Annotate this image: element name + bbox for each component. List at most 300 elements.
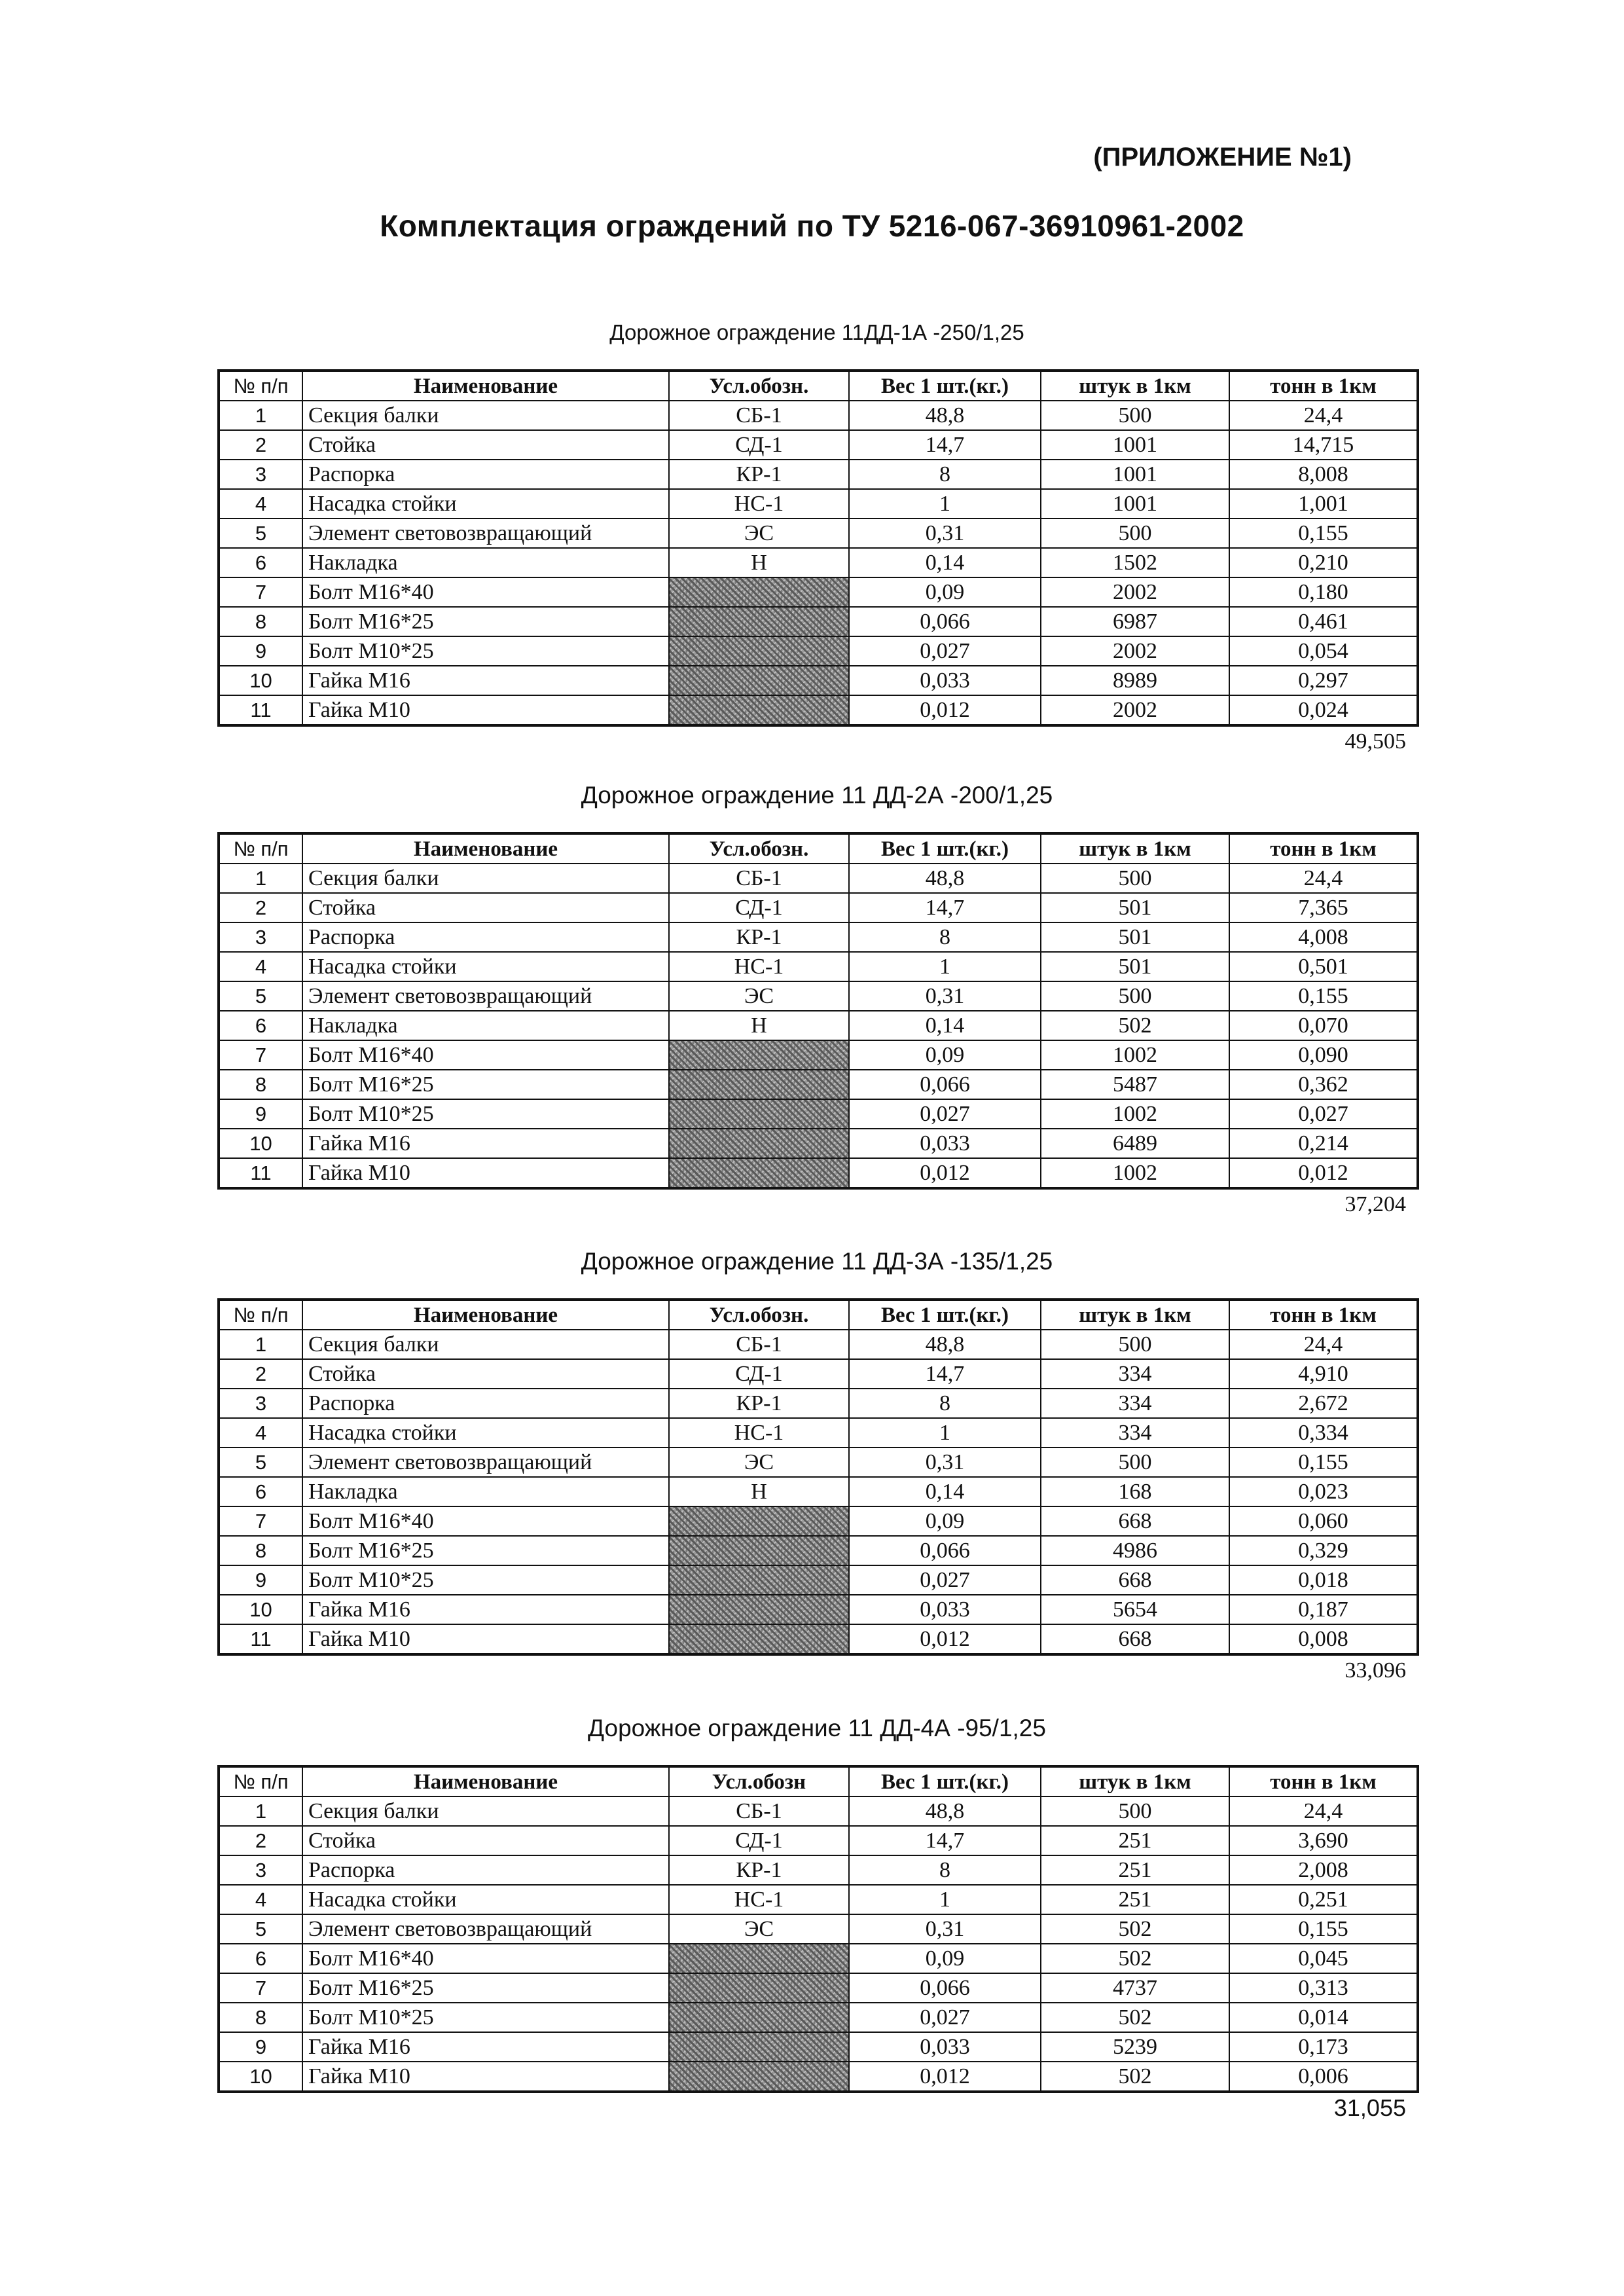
tons-per-km: 0,070: [1229, 1011, 1418, 1040]
table-row: [219, 636, 1418, 666]
row-number: 2: [219, 1826, 302, 1855]
table-row: [219, 1973, 1418, 2003]
row-number: 5: [219, 1448, 302, 1477]
item-code: КР-1: [669, 922, 849, 952]
table-body: [219, 401, 1418, 725]
row-number: 7: [219, 1506, 302, 1536]
pieces-per-km: 6987: [1041, 607, 1229, 636]
pieces-per-km: 2002: [1041, 695, 1229, 725]
redacted-code-cell: [669, 2003, 849, 2032]
redacted-code-cell: [669, 1595, 849, 1624]
row-number: 9: [219, 1099, 302, 1129]
section-total: 49,505: [1344, 729, 1406, 754]
row-number: 10: [219, 666, 302, 695]
table-row: [219, 460, 1418, 489]
table-row: [219, 695, 1418, 725]
header-tons-per-km: тонн в 1км: [1229, 833, 1418, 864]
item-code: КР-1: [669, 1855, 849, 1885]
header-tons-per-km: тонн в 1км: [1229, 371, 1418, 401]
tons-per-km: 0,012: [1229, 1158, 1418, 1188]
table-row: [219, 1070, 1418, 1099]
header-pieces-per-km: штук в 1км: [1041, 833, 1229, 864]
row-number: 5: [219, 981, 302, 1011]
table-row: [219, 1595, 1418, 1624]
tons-per-km: 0,024: [1229, 695, 1418, 725]
row-number: 9: [219, 636, 302, 666]
row-number: 11: [219, 1158, 302, 1188]
row-number: 6: [219, 548, 302, 577]
row-number: 8: [219, 607, 302, 636]
header-tons-per-km: тонн в 1км: [1229, 1300, 1418, 1330]
unit-weight: 0,09: [849, 1506, 1041, 1536]
unit-weight: 0,14: [849, 1011, 1041, 1040]
item-name: Насадка стойки: [302, 1885, 669, 1914]
table-row: [219, 893, 1418, 922]
guardrail-section-3: [217, 1242, 1416, 1686]
row-number: 1: [219, 1796, 302, 1826]
item-code: СБ-1: [669, 1796, 849, 1826]
item-name: Гайка М16: [302, 1595, 669, 1624]
spec-table: [217, 1765, 1419, 2093]
redacted-code-cell: [669, 1973, 849, 2003]
redacted-code-cell: [669, 1565, 849, 1595]
table-row: [219, 1796, 1418, 1826]
header-tons-per-km: тонн в 1км: [1229, 1766, 1418, 1796]
pieces-per-km: 5239: [1041, 2032, 1229, 2062]
pieces-per-km: 502: [1041, 1944, 1229, 1973]
table-row: [219, 1129, 1418, 1158]
table-row: [219, 548, 1418, 577]
item-code: СБ-1: [669, 864, 849, 893]
tons-per-km: 0,155: [1229, 981, 1418, 1011]
redacted-code-cell: [669, 636, 849, 666]
tons-per-km: 24,4: [1229, 1796, 1418, 1826]
table-row: [219, 1944, 1418, 1973]
item-name: Болт М16*25: [302, 607, 669, 636]
pieces-per-km: 1002: [1041, 1040, 1229, 1070]
item-code: Н: [669, 1477, 849, 1506]
unit-weight: 0,066: [849, 1070, 1041, 1099]
unit-weight: 0,012: [849, 2062, 1041, 2092]
table-row: [219, 489, 1418, 519]
row-number: 8: [219, 1070, 302, 1099]
table-body: [219, 1796, 1418, 2092]
unit-weight: 0,012: [849, 1624, 1041, 1654]
item-code: СБ-1: [669, 1330, 849, 1359]
pieces-per-km: 500: [1041, 401, 1229, 430]
item-name: Распорка: [302, 1389, 669, 1418]
unit-weight: 0,14: [849, 1477, 1041, 1506]
item-code: СД-1: [669, 430, 849, 460]
item-name: Насадка стойки: [302, 1418, 669, 1448]
unit-weight: 14,7: [849, 1359, 1041, 1389]
table-row: [219, 952, 1418, 981]
table-row: [219, 1855, 1418, 1885]
section-total: 37,204: [1344, 1192, 1406, 1216]
tons-per-km: 0,210: [1229, 548, 1418, 577]
pieces-per-km: 1502: [1041, 548, 1229, 577]
unit-weight: 1: [849, 952, 1041, 981]
pieces-per-km: 4986: [1041, 1536, 1229, 1565]
tons-per-km: 0,014: [1229, 2003, 1418, 2032]
pieces-per-km: 1001: [1041, 489, 1229, 519]
pieces-per-km: 1002: [1041, 1158, 1229, 1188]
pieces-per-km: 501: [1041, 893, 1229, 922]
unit-weight: 1: [849, 1885, 1041, 1914]
tons-per-km: 0,027: [1229, 1099, 1418, 1129]
unit-weight: 8: [849, 1389, 1041, 1418]
tons-per-km: 0,045: [1229, 1944, 1418, 1973]
unit-weight: 0,033: [849, 1129, 1041, 1158]
tons-per-km: 0,090: [1229, 1040, 1418, 1070]
table-row: [219, 1477, 1418, 1506]
tons-per-km: 0,187: [1229, 1595, 1418, 1624]
unit-weight: 1: [849, 489, 1041, 519]
unit-weight: 0,012: [849, 1158, 1041, 1188]
pieces-per-km: 251: [1041, 1855, 1229, 1885]
table-row: [219, 666, 1418, 695]
unit-weight: 14,7: [849, 1826, 1041, 1855]
row-number: 5: [219, 1914, 302, 1944]
redacted-code-cell: [669, 1099, 849, 1129]
table-row: [219, 1506, 1418, 1536]
tons-per-km: 0,054: [1229, 636, 1418, 666]
table-row: [219, 1624, 1418, 1654]
item-name: Болт М16*40: [302, 1944, 669, 1973]
unit-weight: 0,027: [849, 1099, 1041, 1129]
tons-per-km: 0,018: [1229, 1565, 1418, 1595]
pieces-per-km: 1002: [1041, 1099, 1229, 1129]
item-name: Элемент световозвращающий: [302, 1448, 669, 1477]
header-code: Усл.обозн.: [669, 371, 849, 401]
pieces-per-km: 1001: [1041, 430, 1229, 460]
row-number: 4: [219, 1885, 302, 1914]
header-name: Наименование: [302, 1766, 669, 1796]
unit-weight: 0,066: [849, 1536, 1041, 1565]
table-row: [219, 2003, 1418, 2032]
unit-weight: 0,066: [849, 607, 1041, 636]
section-title: Дорожное ограждение 11 ДД-2А -200/1,25: [581, 782, 1053, 809]
item-name: Болт М10*25: [302, 2003, 669, 2032]
header-number: № п/п: [219, 1766, 302, 1796]
unit-weight: 0,09: [849, 577, 1041, 607]
row-number: 3: [219, 1389, 302, 1418]
guardrail-section-4: [217, 1709, 1416, 2123]
redacted-code-cell: [669, 577, 849, 607]
pieces-per-km: 500: [1041, 519, 1229, 548]
table-row: [219, 1040, 1418, 1070]
unit-weight: 0,012: [849, 695, 1041, 725]
tons-per-km: 1,001: [1229, 489, 1418, 519]
section-title: Дорожное ограждение 11 ДД-4А -95/1,25: [588, 1715, 1046, 1741]
table-row: [219, 1914, 1418, 1944]
table-row: [219, 1536, 1418, 1565]
page-title: Комплектация ограждений по ТУ 5216-067-36910961-2002: [380, 209, 1244, 243]
row-number: 10: [219, 1129, 302, 1158]
redacted-code-cell: [669, 1158, 849, 1188]
unit-weight: 8: [849, 1855, 1041, 1885]
tons-per-km: 0,155: [1229, 1448, 1418, 1477]
table-row: [219, 1359, 1418, 1389]
redacted-code-cell: [669, 1536, 849, 1565]
unit-weight: 1: [849, 1418, 1041, 1448]
tons-per-km: 14,715: [1229, 430, 1418, 460]
item-name: Стойка: [302, 1359, 669, 1389]
spec-table: [217, 369, 1419, 727]
table-header: [219, 1766, 1418, 1796]
item-code: ЭС: [669, 519, 849, 548]
pieces-per-km: 668: [1041, 1506, 1229, 1536]
redacted-code-cell: [669, 666, 849, 695]
header-code: Усл.обозн: [669, 1766, 849, 1796]
unit-weight: 0,027: [849, 636, 1041, 666]
redacted-code-cell: [669, 1624, 849, 1654]
header-number: № п/п: [219, 371, 302, 401]
pieces-per-km: 6489: [1041, 1129, 1229, 1158]
pieces-per-km: 334: [1041, 1389, 1229, 1418]
redacted-code-cell: [669, 695, 849, 725]
unit-weight: 0,09: [849, 1040, 1041, 1070]
pieces-per-km: 501: [1041, 952, 1229, 981]
pieces-per-km: 668: [1041, 1624, 1229, 1654]
pieces-per-km: 500: [1041, 864, 1229, 893]
row-number: 9: [219, 1565, 302, 1595]
pieces-per-km: 502: [1041, 2003, 1229, 2032]
item-code: ЭС: [669, 1448, 849, 1477]
unit-weight: 0,09: [849, 1944, 1041, 1973]
header-pieces-per-km: штук в 1км: [1041, 1300, 1229, 1330]
row-number: 8: [219, 1536, 302, 1565]
tons-per-km: 24,4: [1229, 1330, 1418, 1359]
item-name: Гайка М10: [302, 2062, 669, 2092]
item-name: Стойка: [302, 1826, 669, 1855]
table-header: [219, 1300, 1418, 1330]
spec-table: [217, 832, 1419, 1190]
tons-per-km: 0,060: [1229, 1506, 1418, 1536]
unit-weight: 48,8: [849, 864, 1041, 893]
row-number: 1: [219, 864, 302, 893]
row-number: 4: [219, 489, 302, 519]
row-number: 6: [219, 1011, 302, 1040]
item-code: КР-1: [669, 460, 849, 489]
unit-weight: 14,7: [849, 893, 1041, 922]
tons-per-km: 24,4: [1229, 864, 1418, 893]
row-number: 10: [219, 1595, 302, 1624]
table-row: [219, 430, 1418, 460]
unit-weight: 0,31: [849, 981, 1041, 1011]
row-number: 11: [219, 695, 302, 725]
tons-per-km: 0,214: [1229, 1129, 1418, 1158]
table-row: [219, 2062, 1418, 2092]
row-number: 7: [219, 1040, 302, 1070]
tons-per-km: 8,008: [1229, 460, 1418, 489]
row-number: 2: [219, 893, 302, 922]
pieces-per-km: 500: [1041, 1330, 1229, 1359]
item-name: Стойка: [302, 430, 669, 460]
guardrail-section-2: [217, 776, 1416, 1220]
tons-per-km: 0,461: [1229, 607, 1418, 636]
unit-weight: 0,31: [849, 1448, 1041, 1477]
tons-per-km: 0,313: [1229, 1973, 1418, 2003]
item-code: НС-1: [669, 1885, 849, 1914]
table-row: [219, 1565, 1418, 1595]
redacted-code-cell: [669, 1944, 849, 1973]
item-name: Секция балки: [302, 1330, 669, 1359]
appendix-label: (ПРИЛОЖЕНИЕ №1): [1093, 143, 1352, 172]
header-number: № п/п: [219, 833, 302, 864]
row-number: 6: [219, 1477, 302, 1506]
item-name: Болт М16*25: [302, 1536, 669, 1565]
pieces-per-km: 4737: [1041, 1973, 1229, 2003]
header-unit-weight: Вес 1 шт.(кг.): [849, 833, 1041, 864]
row-number: 11: [219, 1624, 302, 1654]
unit-weight: 48,8: [849, 401, 1041, 430]
row-number: 3: [219, 460, 302, 489]
item-code: Н: [669, 548, 849, 577]
tons-per-km: 0,006: [1229, 2062, 1418, 2092]
row-number: 1: [219, 1330, 302, 1359]
redacted-code-cell: [669, 2062, 849, 2092]
redacted-code-cell: [669, 2032, 849, 2062]
pieces-per-km: 251: [1041, 1826, 1229, 1855]
unit-weight: 0,066: [849, 1973, 1041, 2003]
table-header: [219, 371, 1418, 401]
header-name: Наименование: [302, 371, 669, 401]
pieces-per-km: 500: [1041, 981, 1229, 1011]
unit-weight: 48,8: [849, 1330, 1041, 1359]
table-row: [219, 519, 1418, 548]
tons-per-km: 4,910: [1229, 1359, 1418, 1389]
table-row: [219, 1099, 1418, 1129]
item-name: Гайка М10: [302, 1158, 669, 1188]
row-number: 6: [219, 1944, 302, 1973]
tons-per-km: 0,173: [1229, 2032, 1418, 2062]
item-name: Гайка М16: [302, 666, 669, 695]
tons-per-km: 0,023: [1229, 1477, 1418, 1506]
unit-weight: 8: [849, 460, 1041, 489]
item-name: Болт М10*25: [302, 636, 669, 666]
row-number: 9: [219, 2032, 302, 2062]
item-code: СД-1: [669, 893, 849, 922]
item-code: ЭС: [669, 1914, 849, 1944]
tons-per-km: 0,297: [1229, 666, 1418, 695]
header-code: Усл.обозн.: [669, 1300, 849, 1330]
table-row: [219, 2032, 1418, 2062]
item-name: Насадка стойки: [302, 489, 669, 519]
pieces-per-km: 502: [1041, 2062, 1229, 2092]
item-name: Болт М10*25: [302, 1099, 669, 1129]
tons-per-km: 0,155: [1229, 519, 1418, 548]
item-code: НС-1: [669, 952, 849, 981]
redacted-code-cell: [669, 1070, 849, 1099]
item-name: Распорка: [302, 1855, 669, 1885]
item-name: Элемент световозвращающий: [302, 519, 669, 548]
unit-weight: 0,033: [849, 2032, 1041, 2062]
guardrail-section-1: [217, 313, 1416, 757]
item-name: Накладка: [302, 1477, 669, 1506]
tons-per-km: 7,365: [1229, 893, 1418, 922]
row-number: 10: [219, 2062, 302, 2092]
section-title: Дорожное ограждение 11ДД-1А -250/1,25: [609, 320, 1024, 344]
tons-per-km: 0,155: [1229, 1914, 1418, 1944]
item-code: СД-1: [669, 1826, 849, 1855]
spec-table: [217, 1298, 1419, 1656]
row-number: 2: [219, 1359, 302, 1389]
header-number: № п/п: [219, 1300, 302, 1330]
table-row: [219, 922, 1418, 952]
tons-per-km: 3,690: [1229, 1826, 1418, 1855]
pieces-per-km: 501: [1041, 922, 1229, 952]
header-name: Наименование: [302, 833, 669, 864]
unit-weight: 0,033: [849, 1595, 1041, 1624]
pieces-per-km: 500: [1041, 1448, 1229, 1477]
redacted-code-cell: [669, 607, 849, 636]
tons-per-km: 2,008: [1229, 1855, 1418, 1885]
redacted-code-cell: [669, 1129, 849, 1158]
pieces-per-km: 668: [1041, 1565, 1229, 1595]
item-name: Распорка: [302, 922, 669, 952]
table-header: [219, 833, 1418, 864]
item-name: Стойка: [302, 893, 669, 922]
item-name: Болт М16*40: [302, 1506, 669, 1536]
unit-weight: 0,027: [849, 1565, 1041, 1595]
header-code: Усл.обозн.: [669, 833, 849, 864]
row-number: 4: [219, 952, 302, 981]
pieces-per-km: 500: [1041, 1796, 1229, 1826]
table-row: [219, 1011, 1418, 1040]
table-body: [219, 1330, 1418, 1654]
section-total: 33,096: [1344, 1658, 1406, 1683]
item-name: Гайка М16: [302, 1129, 669, 1158]
item-name: Распорка: [302, 460, 669, 489]
row-number: 3: [219, 922, 302, 952]
table-row: [219, 577, 1418, 607]
section-total: 31,055: [1333, 2094, 1406, 2121]
pieces-per-km: 5654: [1041, 1595, 1229, 1624]
header-pieces-per-km: штук в 1км: [1041, 371, 1229, 401]
pieces-per-km: 502: [1041, 1914, 1229, 1944]
item-name: Болт М16*25: [302, 1070, 669, 1099]
unit-weight: 0,033: [849, 666, 1041, 695]
row-number: 8: [219, 2003, 302, 2032]
row-number: 4: [219, 1418, 302, 1448]
header-unit-weight: Вес 1 шт.(кг.): [849, 1766, 1041, 1796]
table-row: [219, 1885, 1418, 1914]
tons-per-km: 4,008: [1229, 922, 1418, 952]
unit-weight: 8: [849, 922, 1041, 952]
row-number: 3: [219, 1855, 302, 1885]
header-name: Наименование: [302, 1300, 669, 1330]
pieces-per-km: 2002: [1041, 577, 1229, 607]
item-name: Элемент световозвращающий: [302, 981, 669, 1011]
unit-weight: 14,7: [849, 430, 1041, 460]
item-code: СД-1: [669, 1359, 849, 1389]
tons-per-km: 0,329: [1229, 1536, 1418, 1565]
pieces-per-km: 1001: [1041, 460, 1229, 489]
tons-per-km: 0,501: [1229, 952, 1418, 981]
item-name: Гайка М10: [302, 695, 669, 725]
item-name: Болт М16*40: [302, 1040, 669, 1070]
pieces-per-km: 5487: [1041, 1070, 1229, 1099]
item-name: Секция балки: [302, 1796, 669, 1826]
pieces-per-km: 334: [1041, 1418, 1229, 1448]
item-name: Накладка: [302, 1011, 669, 1040]
pieces-per-km: 168: [1041, 1477, 1229, 1506]
pieces-per-km: 8989: [1041, 666, 1229, 695]
unit-weight: 48,8: [849, 1796, 1041, 1826]
redacted-code-cell: [669, 1506, 849, 1536]
row-number: 2: [219, 430, 302, 460]
